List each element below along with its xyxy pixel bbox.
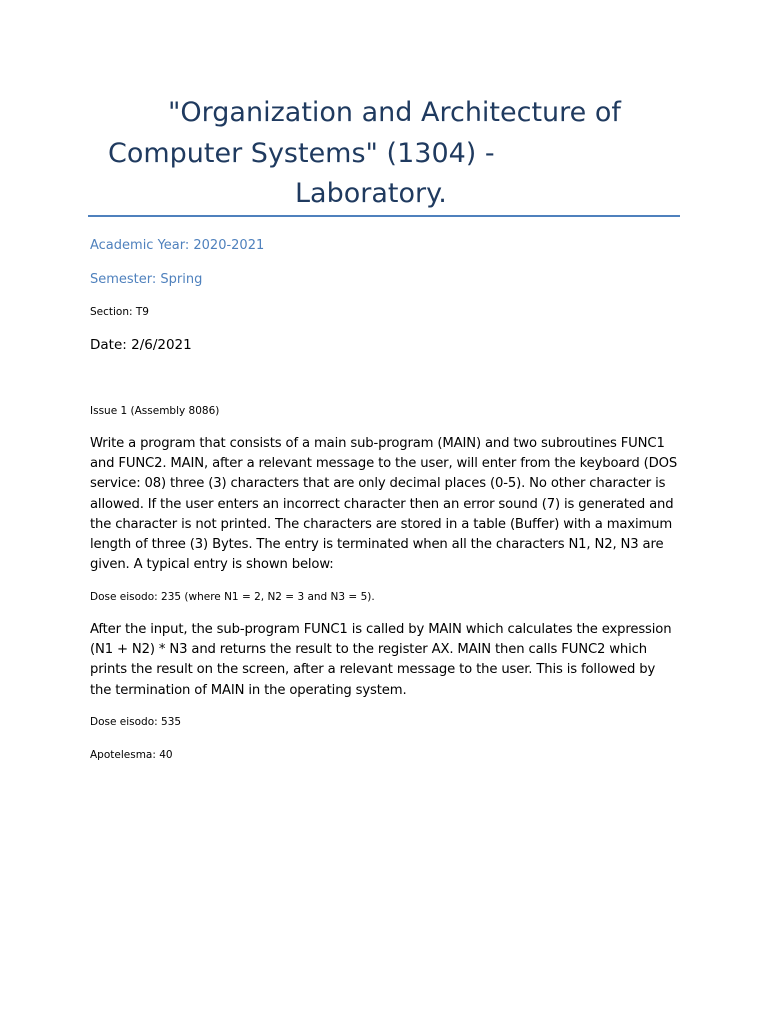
title-line-3: Laboratory. <box>295 178 447 209</box>
example-output-result: Apotelesma: 40 <box>90 749 173 761</box>
title-underline <box>88 215 680 217</box>
issue-paragraph-1: Write a program that consists of a main sub-program (MAIN) and two subroutines FUNC1 and FUNC2. MAIN, after a relevant message to the user, will enter from the keyboard (DOS service: 08) three (3) characters that are only decimal places (0-5). No other character is allowed. If the user enters an incorrect character then an error sound (7) is generated and the character is not printed. The characters are stored in a table (Buffer) with a maximum length of three (3) Bytes. The entry is terminated when all the characters N1, N2, N3 are given. A typical entry is shown below: <box>90 436 678 573</box>
academic-year: Academic Year: 2020-2021 <box>90 238 265 253</box>
issue-paragraph-2: After the input, the sub-program FUNC1 is called by MAIN which calculates the expression (N1 + N2) * N3 and returns the result to the register AX. MAIN then calls FUNC2 which prints the result on the screen, after a relevant message to the user. This is followed by the termination of MAIN in the operating system. <box>90 622 672 698</box>
title-line-2: Computer Systems" (1304) - <box>108 137 495 169</box>
document-title <box>90 93 680 215</box>
section: Section: T9 <box>90 306 149 318</box>
date: Date: 2/6/2021 <box>90 337 192 353</box>
title-line-1: "Organization and Architecture of <box>168 97 621 128</box>
example-input: Dose eisodo: 235 (where N1 = 2, N2 = 3 and N3 = 5). <box>90 591 375 603</box>
example-output-input: Dose eisodo: 535 <box>90 716 182 728</box>
issue-heading: Issue 1 (Assembly 8086) <box>90 405 220 417</box>
semester: Semester: Spring <box>90 272 203 287</box>
